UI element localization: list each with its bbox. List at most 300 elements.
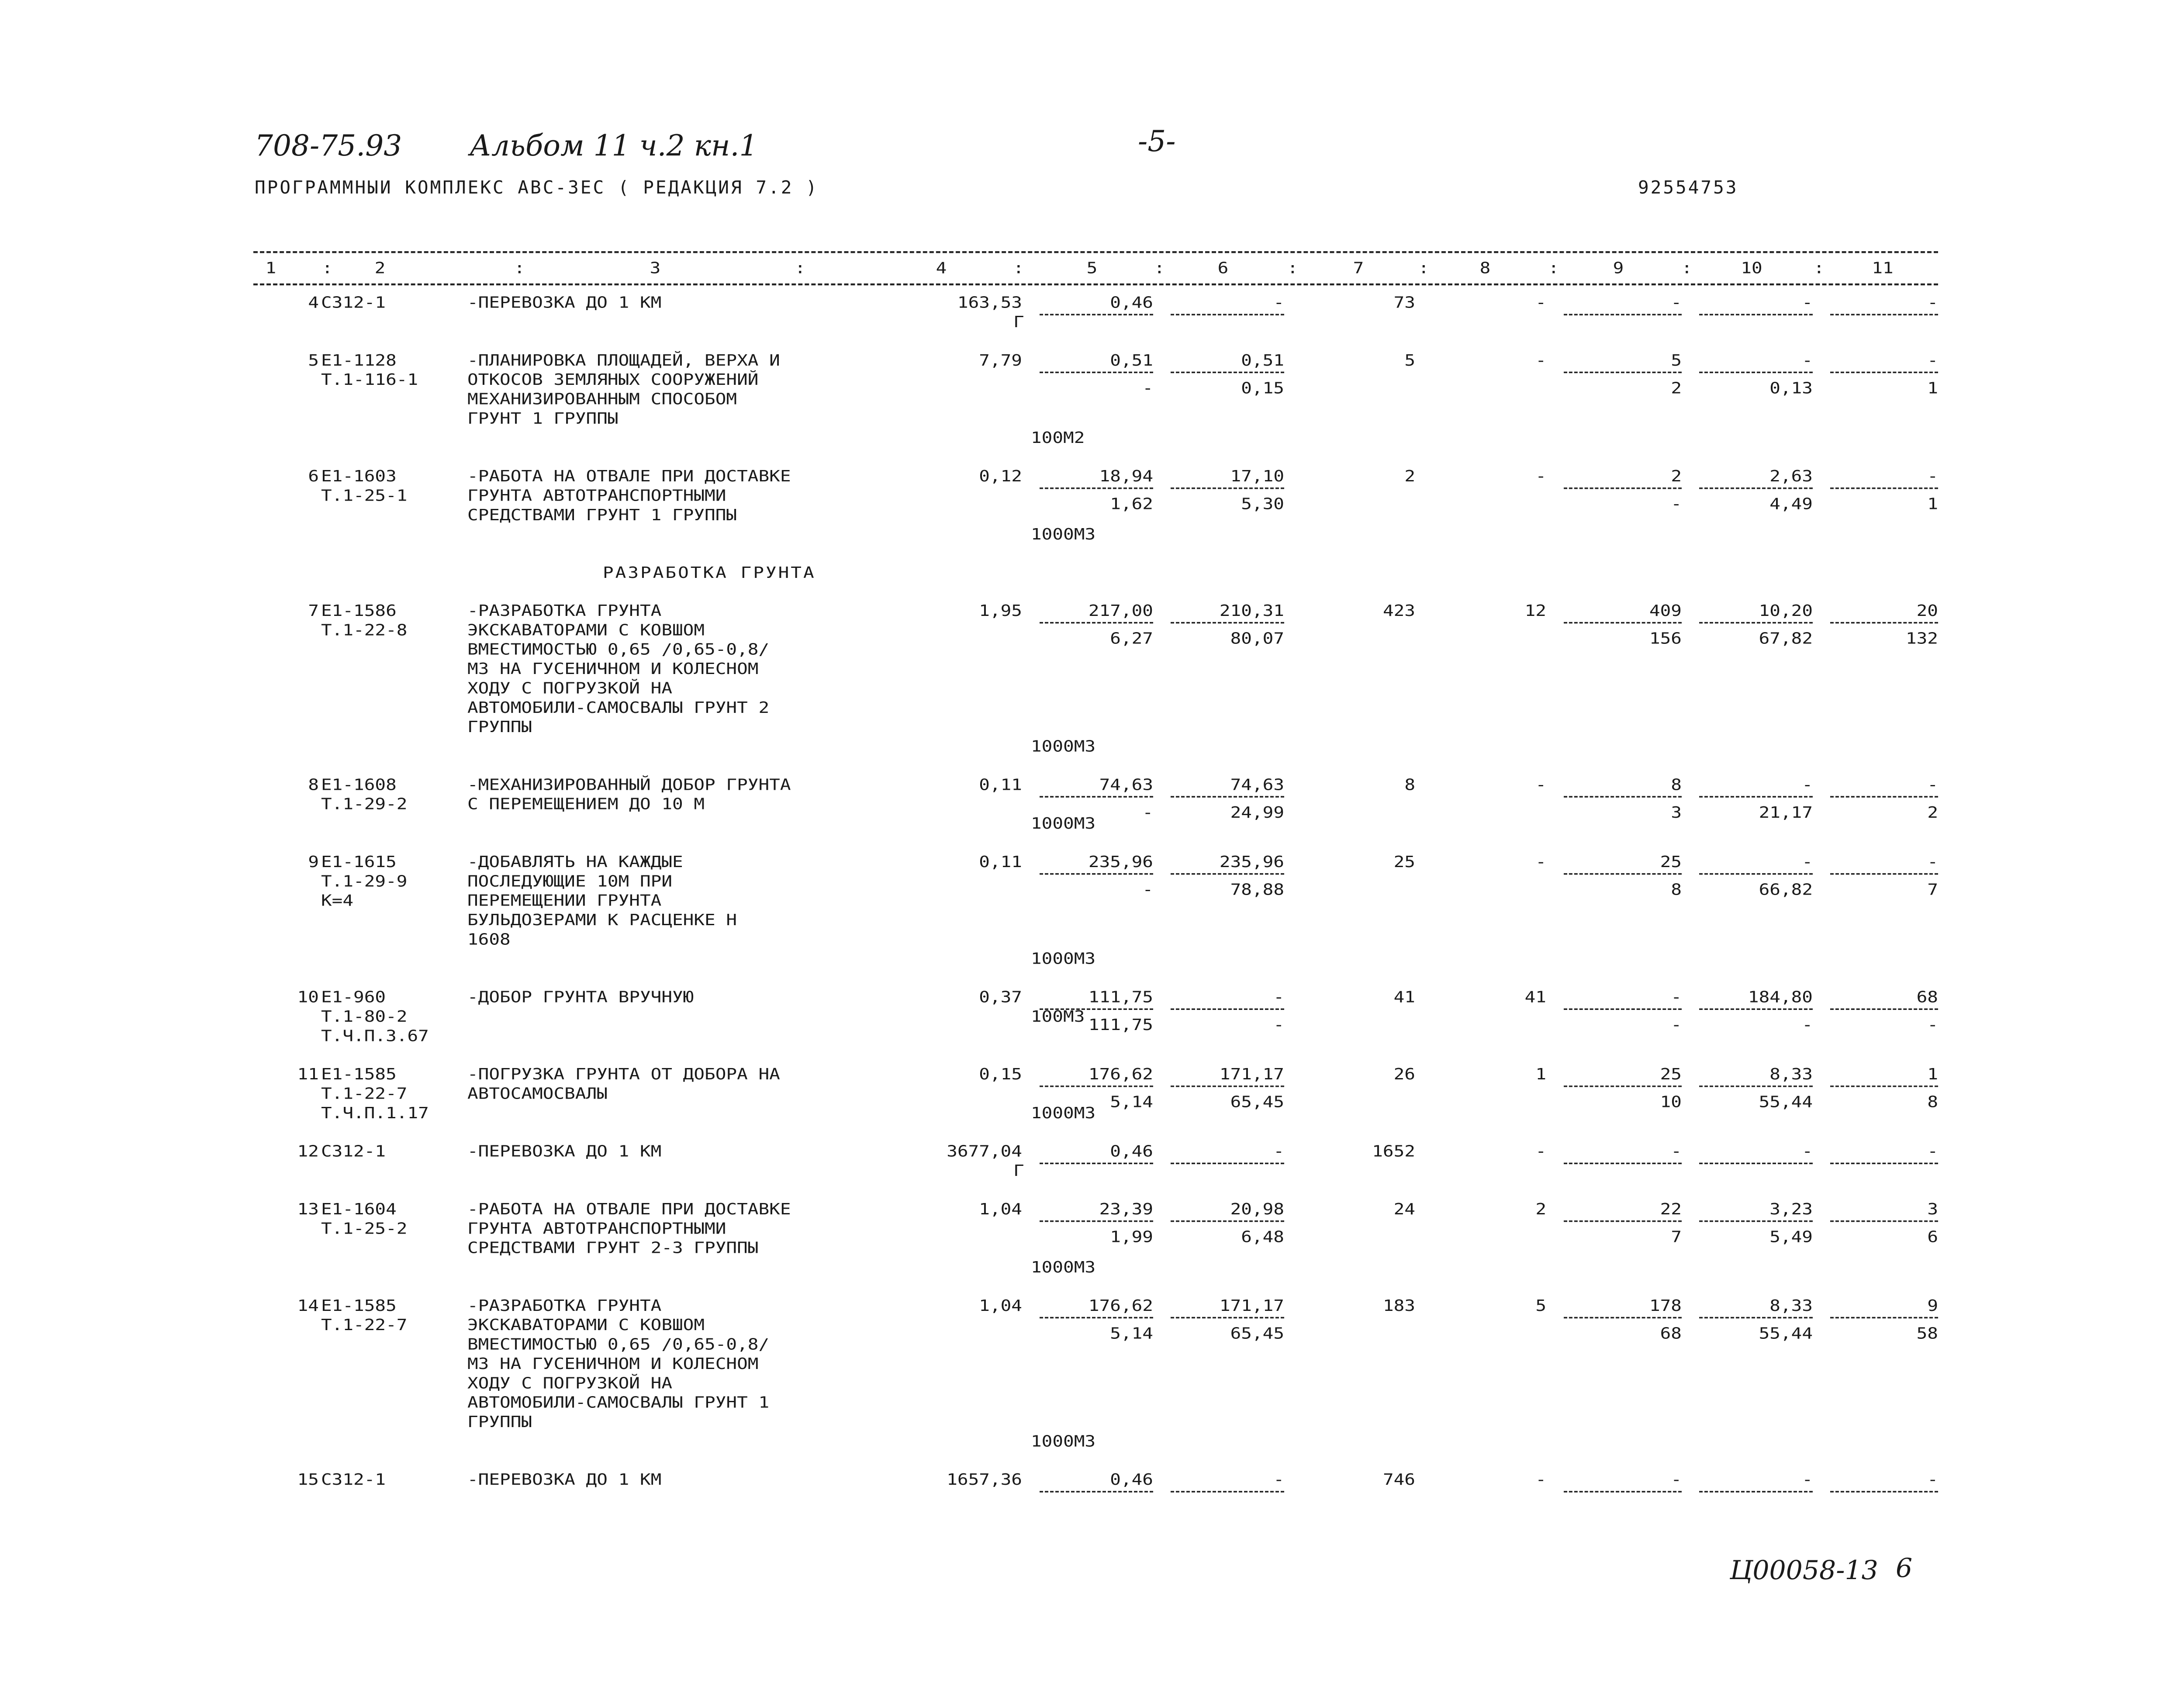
column-header-9: 9	[1613, 259, 1624, 277]
album-handwritten: Альбом 11 ч.2 кн.1	[470, 129, 758, 162]
cell-col5-top: 111,75	[1088, 988, 1153, 1006]
row-description: БУЛЬДОЗЕРАМИ К РАСЦЕНКЕ Н	[467, 910, 737, 929]
cell-divider-rule	[1699, 1317, 1813, 1318]
table-row	[253, 343, 1938, 459]
cell-col5-bottom: 5,14	[1110, 1092, 1153, 1111]
column-separator: :	[1681, 259, 1693, 277]
cell-col11-top: -	[1927, 467, 1938, 485]
row-number: 11	[297, 1065, 319, 1083]
cell-divider-rule	[1564, 314, 1682, 315]
row-description: АВТОМОБИЛИ-САМОСВАЛЫ ГРУНТ 2	[467, 698, 770, 717]
cell-col5-top: 0,46	[1110, 1142, 1153, 1161]
row-code: Е1-960	[321, 988, 386, 1006]
cell-col8: -	[1535, 1470, 1546, 1489]
cell-divider-rule	[1699, 314, 1813, 315]
row-number: 12	[297, 1142, 319, 1161]
cell-col6-bottom: 65,45	[1230, 1092, 1284, 1111]
cell-col6-bottom: 5,30	[1241, 494, 1284, 513]
row-unit: 1000М3	[1031, 1258, 1096, 1276]
cell-divider-rule	[1040, 796, 1153, 797]
cell-divider-rule	[1171, 487, 1284, 489]
row-number: 5	[308, 351, 319, 370]
cell-col10-top: -	[1802, 1470, 1813, 1489]
table-row	[253, 1057, 1938, 1134]
column-separator: :	[795, 259, 806, 277]
cell-divider-rule	[1040, 1163, 1153, 1164]
doc-code-handwritten: 708-75.93	[255, 129, 402, 162]
row-description: ОТКОСОВ ЗЕМЛЯНЫХ СООРУЖЕНИЙ	[467, 370, 759, 389]
row-description: -ДОБАВЛЯТЬ НА КАЖДЫЕ	[467, 852, 683, 871]
cell-col10-top: 3,23	[1769, 1200, 1813, 1218]
cell-col10-bottom: 67,82	[1759, 629, 1813, 648]
row-description: -ПЕРЕВОЗКА ДО 1 КМ	[467, 293, 662, 312]
cell-divider-rule	[1699, 1491, 1813, 1492]
cell-divider-rule	[1040, 487, 1153, 489]
cell-divider-rule	[1564, 1317, 1682, 1318]
row-description: ГРУНТА АВТОТРАНСПОРТНЫМИ	[467, 486, 726, 505]
row-description: ГРУНТ 1 ГРУППЫ	[467, 409, 619, 428]
cell-quantity: 1,04	[979, 1296, 1022, 1315]
cell-divider-rule	[1699, 796, 1813, 797]
row-description: -РАБОТА НА ОТВАЛЕ ПРИ ДОСТАВКЕ	[467, 467, 791, 485]
row-description: -РАЗРАБОТКА ГРУНТА	[467, 1296, 662, 1315]
row-description: СРЕДСТВАМИ ГРУНТ 2-3 ГРУППЫ	[467, 1238, 759, 1257]
row-code: Е1-1604	[321, 1200, 397, 1218]
cell-col11-top: 68	[1916, 988, 1938, 1006]
cell-divider-rule	[1830, 1220, 1938, 1222]
cell-col5-bottom: 1,99	[1110, 1227, 1153, 1246]
row-description: ВМЕСТИМОСТЬЮ 0,65 /0,65-0,8/	[467, 640, 770, 659]
cell-col11-bottom: 8	[1927, 1092, 1938, 1111]
cell-col10-bottom: 5,49	[1769, 1227, 1813, 1246]
cell-col10-bottom: -	[1802, 1016, 1813, 1034]
cell-col9-top: -	[1671, 988, 1682, 1006]
cell-divider-rule	[1699, 873, 1813, 875]
cell-col9-top: 8	[1671, 775, 1682, 794]
cell-col11-bottom: 1	[1927, 494, 1938, 513]
cell-col9-bottom: 68	[1660, 1324, 1682, 1343]
cell-col8: -	[1535, 775, 1546, 794]
cell-col11-bottom: -	[1927, 1016, 1938, 1034]
cell-col8: -	[1535, 852, 1546, 871]
cell-col9-top: 409	[1649, 601, 1682, 620]
row-unit: 1000М3	[1031, 525, 1096, 543]
cell-divider-rule	[1830, 873, 1938, 875]
cell-col11-top: -	[1927, 1142, 1938, 1161]
cell-col5-top: 0,46	[1110, 1470, 1153, 1489]
row-description: ПЕРЕМЕЩЕНИИ ГРУНТА	[467, 891, 662, 910]
row-code: Т.1-22-8	[321, 621, 408, 640]
cell-col7: 8	[1404, 775, 1415, 794]
cell-divider-rule	[1830, 487, 1938, 489]
cell-col5-bottom: -	[1142, 880, 1153, 899]
cell-divider-rule	[1564, 873, 1682, 875]
cell-divider-rule	[1040, 372, 1153, 373]
column-header-2: 2	[374, 259, 386, 277]
cell-col6-bottom: 78,88	[1230, 880, 1284, 899]
cell-divider-rule	[1564, 1491, 1682, 1492]
row-unit: Г	[1013, 1162, 1024, 1180]
row-unit: 100М2	[1031, 429, 1085, 447]
cell-col11-top: 3	[1927, 1200, 1938, 1218]
cell-divider-rule	[1830, 622, 1938, 623]
cell-col8: -	[1535, 467, 1546, 485]
cell-divider-rule	[1564, 622, 1682, 623]
cell-divider-rule	[1564, 372, 1682, 373]
cell-col11-bottom: 132	[1905, 629, 1938, 648]
cell-quantity: 1657,36	[947, 1470, 1022, 1489]
row-description: 1608	[467, 930, 511, 949]
cell-col11-top: -	[1927, 351, 1938, 370]
row-code: Т.1-80-2	[321, 1007, 408, 1026]
cell-divider-rule	[1564, 1009, 1682, 1010]
cell-col8: 1	[1535, 1065, 1546, 1083]
cell-col10-top: 2,63	[1769, 467, 1813, 485]
row-description: МЕХАНИЗИРОВАННЫМ СПОСОБОМ	[467, 390, 737, 408]
cell-col9-top: -	[1671, 1470, 1682, 1489]
cell-col6-bottom: -	[1273, 1016, 1284, 1034]
row-number: 10	[297, 988, 319, 1006]
row-code: Т.1-29-9	[321, 872, 408, 891]
cell-col9-top: 25	[1660, 852, 1682, 871]
table-row	[253, 845, 1938, 980]
cell-divider-rule	[1040, 622, 1153, 623]
column-separator: :	[1548, 259, 1559, 277]
cell-col9-bottom: 7	[1671, 1227, 1682, 1246]
column-header-5: 5	[1086, 259, 1098, 277]
cell-col10-top: 10,20	[1759, 601, 1813, 620]
cell-divider-rule	[1171, 873, 1284, 875]
cell-divider-rule	[1171, 314, 1284, 315]
cell-col9-bottom: 3	[1671, 803, 1682, 822]
cell-col9-bottom: -	[1671, 494, 1682, 513]
cell-quantity: 0,12	[979, 467, 1022, 485]
row-unit: 1000М3	[1031, 1432, 1096, 1451]
cell-col9-top: 2	[1671, 467, 1682, 485]
table-row	[253, 459, 1938, 556]
table-row	[253, 594, 1938, 767]
cell-col11-top: 1	[1927, 1065, 1938, 1083]
cell-col7: 423	[1382, 601, 1415, 620]
cell-col5-top: 176,62	[1088, 1065, 1153, 1083]
cell-divider-rule	[1171, 372, 1284, 373]
cell-col10-bottom: 4,49	[1769, 494, 1813, 513]
cell-col5-top: 0,46	[1110, 293, 1153, 312]
cell-divider-rule	[1830, 1085, 1938, 1087]
cell-divider-rule	[1171, 1009, 1284, 1010]
row-description: ГРУППЫ	[467, 1412, 532, 1431]
table-row	[253, 1192, 1938, 1289]
row-description: -МЕХАНИЗИРОВАННЫЙ ДОБОР ГРУНТА	[467, 775, 791, 794]
cell-col11-top: 20	[1916, 601, 1938, 620]
cell-col5-bottom: -	[1142, 803, 1153, 822]
row-code: С312-1	[321, 293, 386, 312]
column-header-1: 1	[265, 259, 276, 277]
cell-divider-rule	[1040, 314, 1153, 315]
cell-col5-top: 74,63	[1099, 775, 1153, 794]
row-code: Т.1-22-7	[321, 1084, 408, 1103]
row-code: Т.1-29-2	[321, 795, 408, 813]
cell-col6-top: 20,98	[1230, 1200, 1284, 1218]
table-row	[253, 285, 1938, 343]
cell-divider-rule	[1699, 1163, 1813, 1164]
page-number-handwritten: -5-	[1138, 124, 1176, 158]
row-number: 6	[308, 467, 319, 485]
cell-col6-bottom: 0,15	[1241, 379, 1284, 398]
cell-divider-rule	[1830, 1317, 1938, 1318]
cell-col9-top: 178	[1649, 1296, 1682, 1315]
cell-col8: 5	[1535, 1296, 1546, 1315]
column-separator: :	[322, 259, 333, 277]
cell-col6-top: 17,10	[1230, 467, 1284, 485]
column-header-11: 11	[1872, 259, 1894, 277]
row-number: 9	[308, 852, 319, 871]
row-number: 13	[297, 1200, 319, 1218]
row-code: Е1-1585	[321, 1065, 397, 1083]
column-separator: :	[1814, 259, 1825, 277]
row-code: Т.1-25-1	[321, 486, 408, 505]
cell-col8: 2	[1535, 1200, 1546, 1218]
cell-divider-rule	[1830, 372, 1938, 373]
cell-col7: 746	[1382, 1470, 1415, 1489]
row-code: Т.1-25-2	[321, 1219, 408, 1238]
table-row	[253, 1134, 1938, 1192]
program-line: ПРОГРАММНЫИ КОМПЛЕКС АВС-3ЕС ( РЕДАКЦИЯ 7.2 )	[255, 177, 819, 198]
row-description: ГРУППЫ	[467, 718, 532, 736]
cell-col11-bottom: 58	[1916, 1324, 1938, 1343]
cell-col7: 73	[1393, 293, 1415, 312]
row-code: Е1-1603	[321, 467, 397, 485]
row-code: Е1-1615	[321, 852, 397, 871]
row-number: 4	[308, 293, 319, 312]
cell-col10-top: -	[1802, 351, 1813, 370]
cell-col11-bottom: 6	[1927, 1227, 1938, 1246]
cell-quantity: 7,79	[979, 351, 1022, 370]
column-header-7: 7	[1353, 259, 1364, 277]
cell-divider-rule	[1699, 622, 1813, 623]
cell-divider-rule	[1171, 796, 1284, 797]
cell-col9-bottom: 8	[1671, 880, 1682, 899]
cell-col7: 183	[1382, 1296, 1415, 1315]
cell-quantity: 0,11	[979, 852, 1022, 871]
estimate-table	[253, 251, 1938, 1520]
cell-divider-rule	[1171, 1317, 1284, 1318]
cell-col9-top: 22	[1660, 1200, 1682, 1218]
cell-col5-top: 23,39	[1099, 1200, 1153, 1218]
cell-col10-bottom: 55,44	[1759, 1324, 1813, 1343]
cell-col11-bottom: 7	[1927, 880, 1938, 899]
row-description: АВТОМОБИЛИ-САМОСВАЛЫ ГРУНТ 1	[467, 1393, 770, 1412]
cell-col8: -	[1535, 293, 1546, 312]
cell-col10-top: 8,33	[1769, 1065, 1813, 1083]
row-unit: 100М3	[1031, 1007, 1085, 1026]
cell-divider-rule	[1699, 487, 1813, 489]
cell-col5-top: 176,62	[1088, 1296, 1153, 1315]
cell-col11-bottom: 2	[1927, 803, 1938, 822]
column-header-4: 4	[936, 259, 947, 277]
row-description: -ДОБОР ГРУНТА ВРУЧНУЮ	[467, 988, 694, 1006]
cell-col6-top: 0,51	[1241, 351, 1284, 370]
cell-col10-top: 184,80	[1748, 988, 1813, 1006]
row-description: ВМЕСТИМОСТЬЮ 0,65 /0,65-0,8/	[467, 1335, 770, 1354]
cell-divider-rule	[1699, 1009, 1813, 1010]
cell-quantity: 0,37	[979, 988, 1022, 1006]
cell-col5-bottom: 111,75	[1088, 1016, 1153, 1034]
column-header-row	[253, 253, 1938, 283]
cell-divider-rule	[1171, 1491, 1284, 1492]
cell-quantity: 0,15	[979, 1065, 1022, 1083]
row-unit: 1000М3	[1031, 737, 1096, 756]
cell-col10-bottom: 55,44	[1759, 1092, 1813, 1111]
cell-col6-top: -	[1273, 293, 1284, 312]
row-code: Т.Ч.П.1.17	[321, 1103, 429, 1122]
row-unit: 1000М3	[1031, 814, 1096, 833]
row-description: -ПЕРЕВОЗКА ДО 1 КМ	[467, 1470, 662, 1489]
cell-col6-top: -	[1273, 1142, 1284, 1161]
cell-divider-rule	[1040, 1317, 1153, 1318]
cell-quantity: 1,95	[979, 601, 1022, 620]
cell-col10-bottom: 66,82	[1759, 880, 1813, 899]
row-code: Е1-1586	[321, 601, 397, 620]
row-description: С ПЕРЕМЕЩЕНИЕМ ДО 10 М	[467, 795, 705, 813]
cell-col5-bottom: -	[1142, 379, 1153, 398]
cell-col9-bottom: 156	[1649, 629, 1682, 648]
cell-col8: 41	[1524, 988, 1546, 1006]
row-number: 8	[308, 775, 319, 794]
row-code: Е1-1128	[321, 351, 397, 370]
row-code: Е1-1585	[321, 1296, 397, 1315]
row-description: -ПОГРУЗКА ГРУНТА ОТ ДОБОРА НА	[467, 1065, 780, 1083]
cell-col6-top: 210,31	[1219, 601, 1284, 620]
cell-divider-rule	[1699, 1085, 1813, 1087]
cell-col10-bottom: 0,13	[1769, 379, 1813, 398]
cell-col9-bottom: 2	[1671, 379, 1682, 398]
cell-col7: 25	[1393, 852, 1415, 871]
column-separator: :	[1287, 259, 1298, 277]
row-code: Т.1-116-1	[321, 370, 418, 389]
footer-code-handwritten: Ц00058-13	[1730, 1555, 1878, 1586]
row-description: ПОСЛЕДУЮЩИЕ 10М ПРИ	[467, 872, 672, 891]
cell-col6-bottom: 80,07	[1230, 629, 1284, 648]
cell-divider-rule	[1830, 1491, 1938, 1492]
cell-divider-rule	[1699, 1220, 1813, 1222]
cell-divider-rule	[1564, 1085, 1682, 1087]
cell-col6-top: -	[1273, 988, 1284, 1006]
column-header-8: 8	[1479, 259, 1491, 277]
cell-divider-rule	[1830, 796, 1938, 797]
column-header-3: 3	[650, 259, 661, 277]
cell-divider-rule	[1564, 796, 1682, 797]
cell-col7: 1652	[1372, 1142, 1415, 1161]
cell-col6-top: 74,63	[1230, 775, 1284, 794]
cell-col11-top: -	[1927, 775, 1938, 794]
cell-col8: 12	[1524, 601, 1546, 620]
cell-divider-rule	[1040, 1085, 1153, 1087]
cell-col11-top: -	[1927, 852, 1938, 871]
cell-col11-top: 9	[1927, 1296, 1938, 1315]
column-separator: :	[514, 259, 525, 277]
row-description: ЭКСКАВАТОРАМИ С КОВШОМ	[467, 621, 705, 640]
cell-divider-rule	[1699, 372, 1813, 373]
cell-divider-rule	[1564, 1163, 1682, 1164]
row-number: 15	[297, 1470, 319, 1489]
cell-divider-rule	[1171, 622, 1284, 623]
row-description: ХОДУ С ПОГРУЗКОЙ НА	[467, 679, 672, 698]
cell-divider-rule	[1830, 1009, 1938, 1010]
cell-col10-top: 8,33	[1769, 1296, 1813, 1315]
column-header-6: 6	[1217, 259, 1229, 277]
cell-col5-top: 0,51	[1110, 351, 1153, 370]
cell-quantity: 1,04	[979, 1200, 1022, 1218]
cell-col10-top: -	[1802, 852, 1813, 871]
section-title: РАЗРАБОТКА ГРУНТА	[603, 563, 816, 582]
column-separator: :	[1418, 259, 1429, 277]
cell-col9-top: 5	[1671, 351, 1682, 370]
cell-col9-bottom: 10	[1660, 1092, 1682, 1111]
cell-quantity: 0,11	[979, 775, 1022, 794]
cell-col5-top: 217,00	[1088, 601, 1153, 620]
row-number: 14	[297, 1296, 319, 1315]
table-row	[253, 1289, 1938, 1462]
row-code: Е1-1608	[321, 775, 397, 794]
cell-col6-bottom: 65,45	[1230, 1324, 1284, 1343]
row-description: ЭКСКАВАТОРАМИ С КОВШОМ	[467, 1316, 705, 1334]
cell-col6-top: 171,17	[1219, 1065, 1284, 1083]
row-code: Т.1-22-7	[321, 1316, 408, 1334]
doc-number: 92554753	[1638, 177, 1738, 198]
cell-col7: 26	[1393, 1065, 1415, 1083]
row-description: М3 НА ГУСЕНИЧНОМ И КОЛЕСНОМ	[467, 660, 759, 678]
cell-col10-bottom: 21,17	[1759, 803, 1813, 822]
cell-col9-top: -	[1671, 1142, 1682, 1161]
row-code: К=4	[321, 891, 354, 910]
cell-col6-top: 235,96	[1219, 852, 1284, 871]
table-row	[253, 767, 1938, 845]
cell-col7: 2	[1404, 467, 1415, 485]
cell-divider-rule	[1040, 1009, 1153, 1010]
cell-col6-bottom: 6,48	[1241, 1227, 1284, 1246]
row-description: -РАБОТА НА ОТВАЛЕ ПРИ ДОСТАВКЕ	[467, 1200, 791, 1218]
cell-col10-top: -	[1802, 775, 1813, 794]
cell-quantity: 3677,04	[947, 1142, 1022, 1161]
column-separator: :	[1013, 259, 1024, 277]
cell-col7: 5	[1404, 351, 1415, 370]
cell-col5-bottom: 5,14	[1110, 1324, 1153, 1343]
row-description: АВТОСАМОСВАЛЫ	[467, 1084, 608, 1103]
row-code: Т.Ч.П.3.67	[321, 1027, 429, 1045]
table-row	[253, 1462, 1938, 1520]
cell-col9-top: -	[1671, 293, 1682, 312]
cell-col10-top: -	[1802, 293, 1813, 312]
row-description: М3 НА ГУСЕНИЧНОМ И КОЛЕСНОМ	[467, 1354, 759, 1373]
footer-page-handwritten: 6	[1896, 1553, 1913, 1583]
row-code: С312-1	[321, 1142, 386, 1161]
cell-col5-bottom: 6,27	[1110, 629, 1153, 648]
row-description: -РАЗРАБОТКА ГРУНТА	[467, 601, 662, 620]
cell-col8: -	[1535, 1142, 1546, 1161]
cell-col7: 41	[1393, 988, 1415, 1006]
cell-quantity: 163,53	[957, 293, 1022, 312]
row-description: ГРУНТА АВТОТРАНСПОРТНЫМИ	[467, 1219, 726, 1238]
row-unit: 1000М3	[1031, 949, 1096, 968]
table-row	[253, 980, 1938, 1057]
row-description: -ПЕРЕВОЗКА ДО 1 КМ	[467, 1142, 662, 1161]
row-number: 7	[308, 601, 319, 620]
column-header-10: 10	[1741, 259, 1762, 277]
table-body	[253, 285, 1938, 1520]
cell-col6-top: 171,17	[1219, 1296, 1284, 1315]
cell-divider-rule	[1830, 314, 1938, 315]
